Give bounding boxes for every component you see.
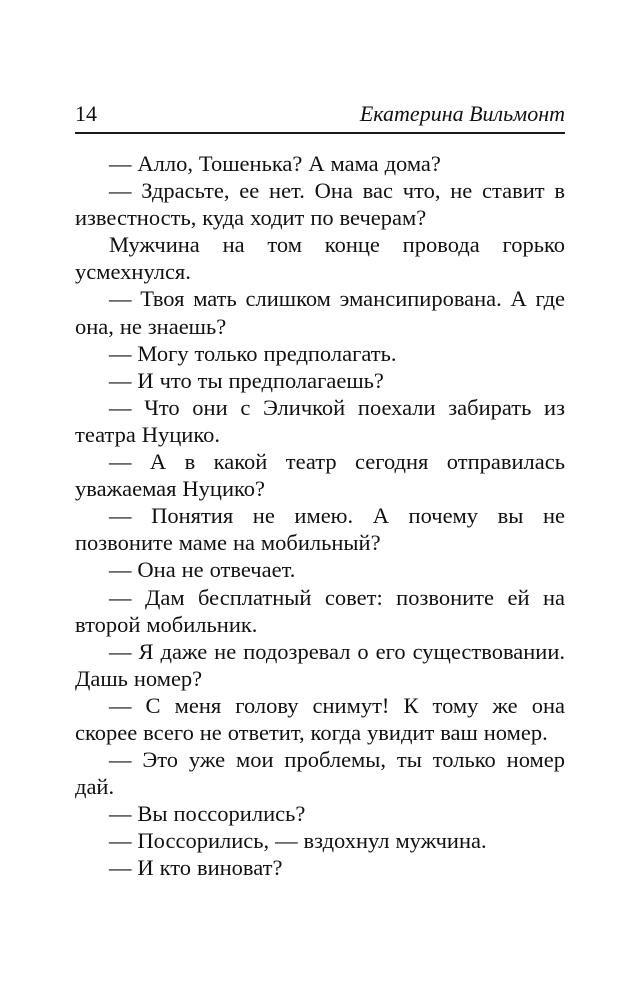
paragraph: — Могу только предполагать.: [109, 340, 397, 366]
paragraph: — Дам бесплатный совет: позвоните ей на второй мобильник.: [75, 584, 565, 637]
paragraph: — Здрасьте, ее нет. Она вас что, не ставит в известность, куда ходит по вечерам?: [75, 178, 565, 231]
paragraph: — Это уже мои проблемы, ты только номер дай.: [75, 747, 565, 800]
paragraph: — Понятия не имею. А почему вы не позвоните маме на мобильный?: [75, 503, 565, 556]
paragraph: — А в какой театр сегодня отправилась уважаемая Нуцико?: [75, 449, 565, 502]
body-text: [75, 150, 565, 882]
paragraph: — Я даже не подозревал о его существовании. Дашь номер?: [75, 638, 565, 691]
paragraph: — Алло, Тошенька? А мама дома?: [109, 151, 441, 176]
paragraph: — Она не отвечает.: [109, 557, 296, 583]
page-number: 14: [75, 101, 97, 126]
paragraph: — Что они с Эличкой поехали забирать из театра Нуцико.: [75, 394, 565, 447]
paragraph: — С меня голову снимут! К тому же она скорее всего не ответит, когда увидит ваш номер.: [75, 692, 565, 745]
page-header: [75, 98, 565, 132]
paragraph: — И кто виноват?: [109, 855, 283, 881]
paragraph: — Поссорились, — вздохнул мужчина.: [109, 828, 487, 854]
paragraph: — Твоя мать слишком эмансипирована. А где она, не знаешь?: [75, 286, 565, 339]
paragraph: Мужчина на том конце провода горько усмехнулся.: [75, 232, 565, 285]
paragraph: — И что ты предполагаешь?: [109, 367, 384, 393]
paragraph: — Вы поссорились?: [109, 801, 306, 827]
running-title: Екатерина Вильмонт: [359, 101, 565, 126]
header-rule: [75, 132, 565, 134]
